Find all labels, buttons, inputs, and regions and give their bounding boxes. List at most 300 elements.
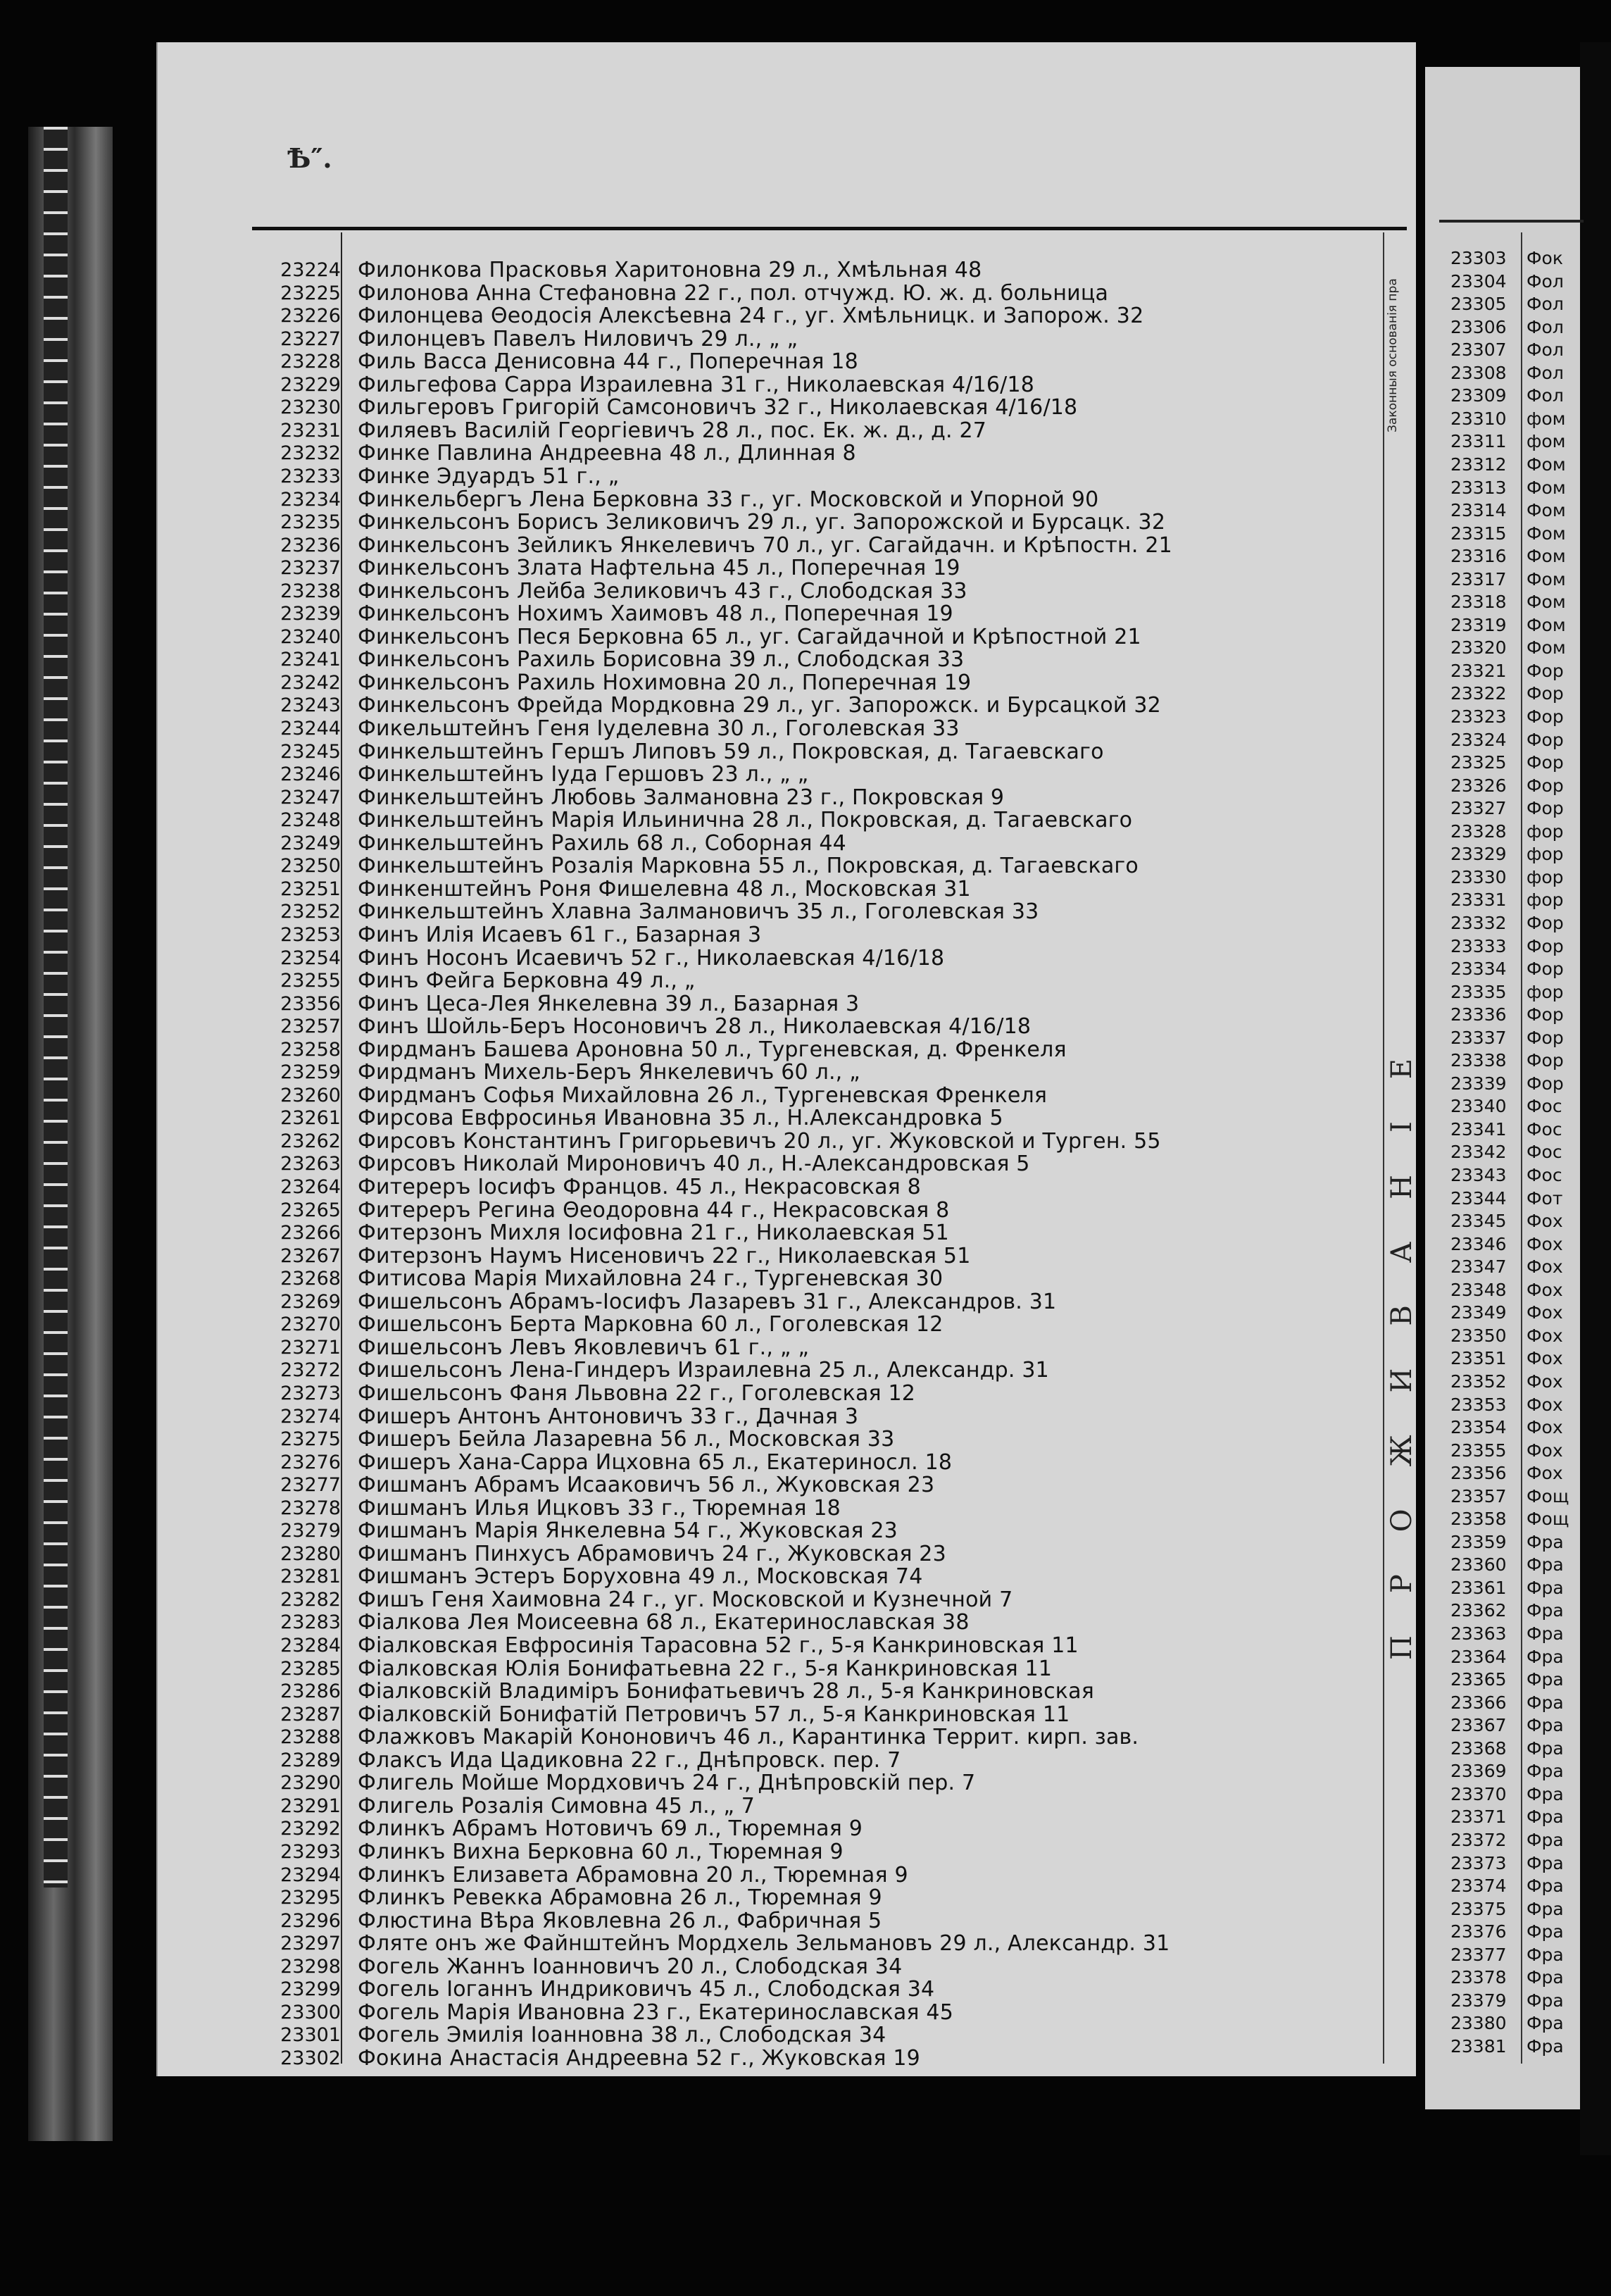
adjacent-entry-number: 23318 (1450, 592, 1507, 613)
entry-text: Финкельштейнъ Гершъ Липовъ 59 л., Покровская, д. Тагаевскаго (358, 739, 1104, 764)
entry-number: 23284 (280, 1635, 341, 1657)
adjacent-entry-number: 23310 (1450, 408, 1507, 429)
entry-number: 23356 (280, 992, 341, 1015)
adjacent-entry-text: Фол (1527, 316, 1564, 337)
entry-number: 23234 (280, 488, 341, 511)
entry-text: Фіалковская Евфросинія Тарасовна 52 г., 5-я Канкриновская 11 (358, 1633, 1079, 1658)
entry-number: 23260 (280, 1084, 341, 1106)
adjacent-entry-number: 23328 (1450, 821, 1507, 842)
entry-text: Финъ Шойль-Беръ Носоновичъ 28 л., Николаевская 4/16/18 (358, 1014, 1032, 1040)
adjacent-entry-number: 23374 (1450, 1876, 1507, 1897)
entry-text: Финъ Илія Исаевъ 61 г., Базарная 3 (358, 922, 762, 947)
entry-text: Фокина Анастасія Андреевна 52 г., Жуковская 19 (358, 2045, 920, 2071)
adjacent-entry-text: Фос (1527, 1118, 1562, 1140)
entry-number: 23279 (280, 1520, 341, 1542)
entry-number: 23298 (280, 1955, 341, 1978)
adjacent-entry-number: 23305 (1450, 294, 1507, 315)
entry-text: Фишельсонъ Фаня Львовна 22 г., Гоголевская 12 (358, 1380, 916, 1406)
adjacent-entry-number: 23347 (1450, 1256, 1507, 1278)
entry-text: Финкельсонъ Борисъ Зеликовичъ 29 л., уг. Запорожской и Бурсацк. 32 (358, 510, 1166, 535)
entry-number: 23263 (280, 1153, 341, 1175)
adjacent-entry-number: 23307 (1450, 339, 1507, 361)
entry-number: 23237 (280, 557, 341, 580)
entry-text: Флинкъ Елизавета Абрамовна 20 л., Тюремная 9 (358, 1862, 908, 1888)
adjacent-entry-text: Фох (1527, 1302, 1563, 1323)
entry-number: 23286 (280, 1680, 341, 1703)
entry-text: Финкельштейнъ Рахиль 68 л., Соборная 44 (358, 830, 846, 856)
adjacent-entry-number: 23367 (1450, 1715, 1507, 1736)
entry-number: 23288 (280, 1726, 341, 1749)
adjacent-entry-text: Фос (1527, 1096, 1562, 1117)
adjacent-entry-text: Фол (1527, 362, 1564, 383)
entry-number: 23282 (280, 1588, 341, 1611)
entry-text: Фикельштейнъ Геня Іуделевна 30 л., Гоголевская 33 (358, 716, 960, 741)
margin-header: Законныя основанія пра (1386, 278, 1400, 433)
adjacent-entry-number: 23357 (1450, 1485, 1507, 1506)
entry-text: Фишъ Геня Хаимовна 24 г., уг. Московской и Кузнечной 7 (358, 1587, 1013, 1612)
entry-number: 23250 (280, 855, 341, 878)
entry-text: Филонова Анна Стефановна 22 г., пол. отчужд. Ю. ж. д. больница (358, 280, 1109, 306)
entry-number: 23267 (280, 1244, 341, 1267)
entry-number: 23233 (280, 465, 341, 487)
adjacent-entry-number: 23364 (1450, 1646, 1507, 1667)
adjacent-entry-text: Фом (1527, 546, 1566, 567)
header-rule (252, 227, 1407, 230)
adjacent-entry-text: Фом (1527, 454, 1566, 475)
entry-number: 23291 (280, 1795, 341, 1817)
entry-text: Финке Эдуардъ 51 г., „ (358, 463, 620, 489)
adjacent-entry-number: 23327 (1450, 798, 1507, 819)
adjacent-entry-text: Фощ (1527, 1485, 1569, 1506)
entry-text: Финкельсонъ Рахиль Борисовна 39 л., Слободская 33 (358, 647, 965, 673)
adjacent-entry-number: 23322 (1450, 683, 1507, 704)
adjacent-entry-text: Фра (1527, 1692, 1564, 1713)
adjacent-entry-text: Фра (1527, 1554, 1564, 1576)
adjacent-entry-text: Фра (1527, 1623, 1564, 1644)
adjacent-entry-number: 23334 (1450, 959, 1507, 980)
adjacent-entry-number: 23349 (1450, 1302, 1507, 1323)
entry-number: 23245 (280, 740, 341, 763)
adjacent-entry-text: Фох (1527, 1440, 1563, 1461)
adjacent-entry-text: Фох (1527, 1211, 1563, 1232)
entry-text: Фогель Жаннъ Іоанновичъ 20 л., Слободская 34 (358, 1954, 903, 1979)
entry-number: 23241 (280, 649, 341, 671)
adjacent-entry-number: 23365 (1450, 1669, 1507, 1690)
adjacent-entry-text: Фра (1527, 1898, 1564, 1919)
entry-text: Финкельсонъ Лейба Зеликовичъ 43 г., Слободская 33 (358, 578, 967, 604)
adjacent-entry-text: Фок (1527, 248, 1563, 268)
adjacent-entry-number: 23350 (1450, 1325, 1507, 1346)
page-mark: Ѣ″. (287, 142, 332, 174)
adjacent-entry-number: 23320 (1450, 637, 1507, 659)
entry-text: Фирсовъ Константинъ Григорьевичъ 20 л., уг. Жуковской и Турген. 55 (358, 1128, 1161, 1154)
adjacent-entry-number: 23353 (1450, 1394, 1507, 1415)
adjacent-entry-text: Фор (1527, 1004, 1564, 1025)
entry-number: 23296 (280, 1909, 341, 1932)
adjacent-entry-text: Фом (1527, 614, 1566, 635)
entry-text: Финкельштейнъ Марія Ильинична 28 л., Покровская, д. Тагаевскаго (358, 808, 1133, 833)
entry-text: Финкенштейнъ Роня Фишелевна 48 л., Московская 31 (358, 876, 971, 901)
entry-number: 23227 (280, 327, 341, 350)
entry-number: 23228 (280, 351, 341, 373)
entry-text: Финъ Носонъ Исаевичъ 52 г., Николаевская 4/16/18 (358, 945, 945, 971)
entry-text: Финкельштейнъ Любовь Залмановна 23 г., Покровская 9 (358, 785, 1005, 810)
adjacent-entry-number: 23356 (1450, 1463, 1507, 1484)
adjacent-entry-text: Фол (1527, 339, 1564, 361)
entry-number: 23297 (280, 1933, 341, 1955)
adjacent-entry-number: 23351 (1450, 1348, 1507, 1369)
entry-number: 23259 (280, 1061, 341, 1084)
adjacent-entry-number: 23303 (1450, 248, 1507, 268)
adjacent-entry-text: Фор (1527, 935, 1564, 956)
adjacent-entry-number: 23372 (1450, 1829, 1507, 1850)
adjacent-entry-number: 23311 (1450, 431, 1507, 452)
entry-number: 23231 (280, 419, 341, 442)
adjacent-entry-text: Фох (1527, 1417, 1563, 1438)
adjacent-entry-number: 23316 (1450, 546, 1507, 567)
entry-number: 23257 (280, 1016, 341, 1038)
entry-number: 23302 (280, 2047, 341, 2069)
entry-text: Флинкъ Абрамъ Нотовичъ 69 л., Тюремная 9 (358, 1816, 863, 1842)
entry-text: Финкельсонъ Рахиль Нохимовна 20 л., Поперечная 19 (358, 670, 972, 695)
adjacent-entry-text: Фор (1527, 912, 1564, 933)
entry-number: 23276 (280, 1451, 341, 1473)
adjacent-entry-text: Фор (1527, 729, 1564, 750)
entry-text: Фіалковскій Владиміръ Бонифатьевичъ 28 л., 5-я Канкриновская (358, 1679, 1094, 1704)
entry-number: 23229 (280, 373, 341, 396)
entry-text: Флинкъ Ревекка Абрамовна 26 л., Тюремная 9 (358, 1885, 882, 1911)
adjacent-entry-number: 23335 (1450, 981, 1507, 1002)
adjacent-entry-text: Фра (1527, 2013, 1564, 2034)
entry-number: 23262 (280, 1130, 341, 1152)
adjacent-entry-text: Фра (1527, 1669, 1564, 1690)
entry-text: Филонкова Прасковья Харитоновна 29 л., Хмѣльная 48 (358, 258, 982, 282)
entry-text: Финъ Цеса-Лея Янкелевна 39 л., Базарная 3 (358, 991, 860, 1016)
adjacent-number-divider (1521, 232, 1522, 2064)
entry-text: Фильгефова Сарра Израилевна 31 г., Николаевская 4/16/18 (358, 372, 1035, 397)
entry-text: Флинкъ Вихна Берковна 60 л., Тюремная 9 (358, 1839, 844, 1864)
entry-number: 23275 (280, 1428, 341, 1451)
entry-number: 23253 (280, 923, 341, 946)
entry-text: Флигель Розалія Симовна 45 л., „ 7 (358, 1793, 756, 1818)
entry-number: 23238 (280, 580, 341, 602)
entry-text: Финкельсонъ Зейликъ Янкелевичъ 70 л., уг. Сагайдачн. и Крѣпостн. 21 (358, 532, 1172, 558)
adjacent-entry-text: Фра (1527, 1737, 1564, 1759)
adjacent-entry-text: Фом (1527, 568, 1566, 589)
entry-text: Финкельбергъ Лена Берковна 33 г., уг. Московской и Упорной 90 (358, 487, 1099, 512)
entry-text: Филяевъ Василій Георгіевичъ 28 л., пос. Ек. ж. д., д. 27 (358, 418, 987, 443)
entry-text: Фирсова Евфросинья Ивановна 35 л., Н.Александровка 5 (358, 1106, 1003, 1131)
entry-number: 23268 (280, 1268, 341, 1290)
adjacent-entry-number: 23314 (1450, 500, 1507, 521)
entry-text: Фишеръ Антонъ Антоновичъ 33 г., Дачная 3 (358, 1404, 859, 1429)
adjacent-entry-text: фор (1527, 844, 1564, 865)
adjacent-entry-text: Фор (1527, 752, 1564, 773)
adjacent-entry-text: фор (1527, 866, 1564, 887)
adjacent-entry-number: 23340 (1450, 1096, 1507, 1117)
entry-number: 23274 (280, 1405, 341, 1428)
entry-text: Фишманъ Пинхусъ Абрамовичъ 24 г., Жуковская 23 (358, 1541, 946, 1566)
entry-number: 23289 (280, 1749, 341, 1771)
entry-number: 23242 (280, 671, 341, 694)
adjacent-entry-number: 23354 (1450, 1417, 1507, 1438)
entry-text: Фишельсонъ Берта Марковна 60 л., Гоголевская 12 (358, 1312, 944, 1337)
entry-text: Фитереръ Іосифъ Францов. 45 л., Некрасовская 8 (358, 1175, 921, 1199)
entry-number: 23281 (280, 1566, 341, 1588)
adjacent-entry-number: 23376 (1450, 1921, 1507, 1942)
adjacent-entry-number: 23346 (1450, 1233, 1507, 1254)
entry-number: 23232 (280, 442, 341, 465)
entry-text: Фіалковскій Бонифатій Петровичъ 57 л., 5-я Канкриновская 11 (358, 1702, 1070, 1727)
entry-text: Фогель Іоганнъ Индриковичъ 45 л., Слободская 34 (358, 1977, 935, 2002)
adjacent-entry-number: 23369 (1450, 1761, 1507, 1782)
entry-number: 23226 (280, 305, 341, 327)
scale-ruler (44, 127, 68, 1888)
entry-text: Фишельсонъ Левъ Яковлевичъ 61 г., „ „ (358, 1335, 810, 1360)
entry-text: Фишеръ Хана-Сарра Ицховна 65 л., Екатериносл. 18 (358, 1449, 953, 1475)
entry-text: Филонцева Θеодосія Алексѣевна 24 г., уг. Хмѣльницк. и Запорож. 32 (358, 304, 1144, 329)
adjacent-entry-number: 23308 (1450, 362, 1507, 383)
adjacent-entry-number: 23358 (1450, 1509, 1507, 1530)
adjacent-entry-text: Фра (1527, 1807, 1564, 1828)
entry-number: 23280 (280, 1542, 341, 1565)
entry-text: Финкельсонъ Нохимъ Хаимовъ 48 л., Поперечная 19 (358, 601, 953, 627)
entry-text: Фирсовъ Николай Мироновичъ 40 л., Н.-Александровская 5 (358, 1152, 1030, 1177)
section-title: ПРОЖИВАНІЕ (1386, 1016, 1418, 1660)
adjacent-entry-number: 23317 (1450, 568, 1507, 589)
adjacent-entry-number: 23362 (1450, 1600, 1507, 1621)
adjacent-entry-text: Фол (1527, 270, 1564, 292)
adjacent-entry-number: 23366 (1450, 1692, 1507, 1713)
adjacent-entry-text: Фом (1527, 637, 1566, 659)
entry-text: Финкельсонъ Фрейда Мордковна 29 л., уг. Запорожск. и Бурсацкой 32 (358, 693, 1161, 718)
adjacent-entry-number: 23336 (1450, 1004, 1507, 1025)
adjacent-entry-text: Фом (1527, 592, 1566, 613)
adjacent-entry-text: Фра (1527, 1944, 1564, 1965)
adjacent-entry-text: Фол (1527, 294, 1564, 315)
adjacent-entry-number: 23373 (1450, 1852, 1507, 1873)
adjacent-entry-text: Фох (1527, 1325, 1563, 1346)
entry-text: Фитереръ Регина Θеодоровна 44 г., Некрасовская 8 (358, 1197, 950, 1223)
entry-text: Фишеръ Бейла Лазаревна 56 л., Московская 33 (358, 1427, 895, 1452)
entry-text: Фирдманъ Башева Ароновна 50 л., Тургеневская, д. Френкеля (358, 1037, 1067, 1062)
adjacent-entry-text: фор (1527, 981, 1564, 1002)
adjacent-entry-number: 23360 (1450, 1554, 1507, 1576)
adjacent-entry-text: Фра (1527, 1715, 1564, 1736)
adjacent-entry-text: Фра (1527, 1876, 1564, 1897)
number-column-divider (341, 232, 342, 2064)
adjacent-entry-text: фом (1527, 408, 1566, 429)
entry-text: Финкельсонъ Злата Нафтельна 45 л., Поперечная 19 (358, 556, 960, 581)
entry-text: Фишельсонъ Лена-Гиндеръ Израилевна 25 л., Александр. 31 (358, 1358, 1049, 1383)
adjacent-entry-text: Фос (1527, 1142, 1562, 1163)
entry-number: 23252 (280, 901, 341, 923)
entry-text: Флаксъ Ида Цадиковна 22 г., Днѣпровск. пер. 7 (358, 1747, 901, 1773)
adjacent-entry-number: 23312 (1450, 454, 1507, 475)
adjacent-entry-number: 23325 (1450, 752, 1507, 773)
entry-text: Фишманъ Илья Ицковъ 33 г., Тюремная 18 (358, 1495, 841, 1521)
adjacent-entry-number: 23363 (1450, 1623, 1507, 1644)
adjacent-entry-text: Фра (1527, 1600, 1564, 1621)
adjacent-entry-text: фор (1527, 821, 1564, 842)
adjacent-entry-number: 23326 (1450, 775, 1507, 796)
adjacent-entry-text: Фох (1527, 1394, 1563, 1415)
entry-number: 23300 (280, 2001, 341, 2023)
entry-number: 23247 (280, 786, 341, 809)
entry-text: Фіалковская Юлія Бонифатьевна 22 г., 5-я Канкриновская 11 (358, 1656, 1053, 1681)
entry-number: 23261 (280, 1107, 341, 1130)
entry-text: Финке Павлина Андреевна 48 л., Длинная 8 (358, 441, 856, 466)
entry-number: 23258 (280, 1038, 341, 1061)
adjacent-entry-text: фом (1527, 431, 1566, 452)
entry-text: Фляте онъ же Файнштейнъ Мордхель Зельмановъ 29 л., Александр. 31 (358, 1931, 1170, 1957)
adjacent-entry-number: 23355 (1450, 1440, 1507, 1461)
adjacent-entry-text: Фор (1527, 959, 1564, 980)
adjacent-entry-number: 23324 (1450, 729, 1507, 750)
entry-text: Финкельштейнъ Хлавна Залмановичъ 35 л., Гоголевская 33 (358, 899, 1039, 925)
adjacent-entry-text: Фощ (1527, 1509, 1569, 1530)
adjacent-entry-text: Фор (1527, 1027, 1564, 1048)
adjacent-entry-number: 23333 (1450, 935, 1507, 956)
entry-number: 23299 (280, 1978, 341, 2001)
entry-text: Фишманъ Марія Янкелевна 54 г., Жуковская 23 (358, 1518, 898, 1544)
adjacent-entry-text: Фра (1527, 1921, 1564, 1942)
adjacent-entry-text: Фра (1527, 1990, 1564, 2011)
entry-number: 23249 (280, 832, 341, 854)
entry-number: 23224 (280, 259, 341, 281)
entry-number: 23239 (280, 603, 341, 625)
adjacent-entry-text: Фох (1527, 1348, 1563, 1369)
adjacent-entry-number: 23309 (1450, 385, 1507, 406)
adjacent-entry-number: 23377 (1450, 1944, 1507, 1965)
entry-text: Финъ Фейга Берковна 49 л., „ (358, 968, 696, 994)
entry-number: 23272 (280, 1359, 341, 1382)
entry-text: Фишельсонъ Абрамъ-Іосифъ Лазаревъ 31 г., Александров. 31 (358, 1289, 1057, 1314)
entry-number: 23277 (280, 1474, 341, 1497)
adjacent-entry-number: 23381 (1450, 2035, 1507, 2057)
entry-number: 23285 (280, 1657, 341, 1680)
entry-text: Филь Васса Денисовна 44 г., Поперечная 18 (358, 349, 858, 375)
entry-text: Финкельштейнъ Іуда Гершовъ 23 л., „ „ (358, 762, 809, 787)
adjacent-entry-text: Фор (1527, 775, 1564, 796)
entry-number: 23292 (280, 1818, 341, 1840)
adjacent-entry-text: Фом (1527, 500, 1566, 521)
adjacent-entry-number: 23348 (1450, 1279, 1507, 1300)
entry-number: 23266 (280, 1222, 341, 1244)
adjacent-entry-number: 23359 (1450, 1531, 1507, 1552)
book-binding (28, 127, 113, 2141)
entry-number: 23235 (280, 511, 341, 534)
entry-text: Филонцевъ Павелъ Ниловичъ 29 л., „ „ (358, 326, 798, 351)
adjacent-entry-number: 23341 (1450, 1118, 1507, 1140)
adjacent-entry-text: Фос (1527, 1165, 1562, 1185)
adjacent-entry-number: 23343 (1450, 1165, 1507, 1185)
adjacent-entry-text: Фор (1527, 798, 1564, 819)
entry-number: 23243 (280, 694, 341, 717)
entry-text: Фильгеровъ Григорій Самсоновичъ 32 г., Николаевская 4/16/18 (358, 395, 1078, 420)
entry-text: Фогель Эмилія Іоанновна 38 л., Слободская 34 (358, 2023, 886, 2048)
entry-number: 23255 (280, 970, 341, 992)
adjacent-entry-number: 23304 (1450, 270, 1507, 292)
entry-text: Флигель Мойше Мордховичъ 24 г., Днѣпровскій пер. 7 (358, 1771, 976, 1796)
entry-number: 23271 (280, 1336, 341, 1359)
entry-text: Фишманъ Абрамъ Исааковичъ 56 л., Жуковская 23 (358, 1473, 935, 1498)
adjacent-entry-number: 23319 (1450, 614, 1507, 635)
entry-text: Фитисова Марія Михайловна 24 г., Тургеневская 30 (358, 1266, 944, 1292)
adjacent-entry-text: Фра (1527, 1783, 1564, 1804)
adjacent-entry-number: 23332 (1450, 912, 1507, 933)
adjacent-entry-text: Фра (1527, 1761, 1564, 1782)
adjacent-entry-text: фор (1527, 890, 1564, 911)
adjacent-entry-number: 23379 (1450, 1990, 1507, 2011)
adjacent-entry-text: Фра (1527, 2035, 1564, 2057)
adjacent-entry-number: 23352 (1450, 1371, 1507, 1392)
entry-text: Фитерзонъ Михля Іосифовна 21 г., Николаевская 51 (358, 1221, 949, 1246)
adjacent-entry-number: 23329 (1450, 844, 1507, 865)
adjacent-entry-number: 23313 (1450, 477, 1507, 498)
entry-text: Финкельштейнъ Розалія Марковна 55 л., Покровская, д. Тагаевскаго (358, 854, 1139, 879)
adjacent-entry-number: 23344 (1450, 1187, 1507, 1209)
adjacent-entry-number: 23375 (1450, 1898, 1507, 1919)
adjacent-entry-text: Фом (1527, 477, 1566, 498)
entry-number: 23236 (280, 534, 341, 556)
adjacent-entry-number: 23306 (1450, 316, 1507, 337)
adjacent-entry-text: Фох (1527, 1256, 1563, 1278)
entry-text: Фитерзонъ Наумъ Нисеновичъ 22 г., Николаевская 51 (358, 1243, 971, 1268)
adjacent-entry-text: Фра (1527, 1531, 1564, 1552)
adjacent-entry-number: 23371 (1450, 1807, 1507, 1828)
entry-text: Фирдманъ Михель-Беръ Янкелевичъ 60 л., „ (358, 1060, 860, 1085)
adjacent-entry-number: 23330 (1450, 866, 1507, 887)
entry-text: Флюстина Вѣра Яковлевна 26 л., Фабричная 5 (358, 1908, 882, 1933)
adjacent-entry-number: 23361 (1450, 1577, 1507, 1598)
entry-number: 23269 (280, 1290, 341, 1313)
entry-text: Флажковъ Макарій Кононовичъ 46 л., Карантинка Террит. кирп. зав. (358, 1725, 1139, 1750)
adjacent-entry-number: 23378 (1450, 1967, 1507, 1988)
adjacent-entry-text: Фра (1527, 1577, 1564, 1598)
adjacent-entry-text: Фор (1527, 1050, 1564, 1071)
entry-text: Фогель Марія Ивановна 23 г., Екатеринославская 45 (358, 1999, 953, 2025)
entry-number: 23301 (280, 2024, 341, 2047)
entry-number: 23287 (280, 1703, 341, 1726)
adjacent-entry-text: Фра (1527, 1829, 1564, 1850)
adjacent-entry-number: 23315 (1450, 523, 1507, 544)
adjacent-entry-text: Фра (1527, 1967, 1564, 1988)
adjacent-entry-number: 23337 (1450, 1027, 1507, 1048)
entry-number: 23293 (280, 1840, 341, 1863)
entry-text: Фишманъ Эстеръ Боруховна 49 л., Московская 74 (358, 1564, 923, 1590)
adjacent-entry-text: Фор (1527, 660, 1564, 681)
adjacent-entry-text: Фор (1527, 1073, 1564, 1094)
entry-number: 23295 (280, 1887, 341, 1909)
adjacent-entry-text: Фох (1527, 1233, 1563, 1254)
entry-number: 23294 (280, 1864, 341, 1886)
adjacent-entry-text: Фор (1527, 683, 1564, 704)
adjacent-entry-text: Фра (1527, 1852, 1564, 1873)
entry-number: 23251 (280, 878, 341, 900)
adjacent-header-rule (1439, 220, 1584, 223)
scan-edge (1580, 42, 1611, 2155)
adjacent-entry-number: 23380 (1450, 2013, 1507, 2034)
entry-number: 23246 (280, 763, 341, 786)
entry-number: 23273 (280, 1382, 341, 1404)
entry-text: Фирдманъ Софья Михайловна 26 л., Тургеневская Френкеля (358, 1083, 1048, 1108)
adjacent-entry-number: 23370 (1450, 1783, 1507, 1804)
entry-text: Фіалкова Лея Моисеевна 68 л., Екатеринославская 38 (358, 1610, 970, 1635)
entry-number: 23225 (280, 282, 341, 304)
adjacent-entry-text: Фор (1527, 706, 1564, 727)
adjacent-entry-number: 23323 (1450, 706, 1507, 727)
